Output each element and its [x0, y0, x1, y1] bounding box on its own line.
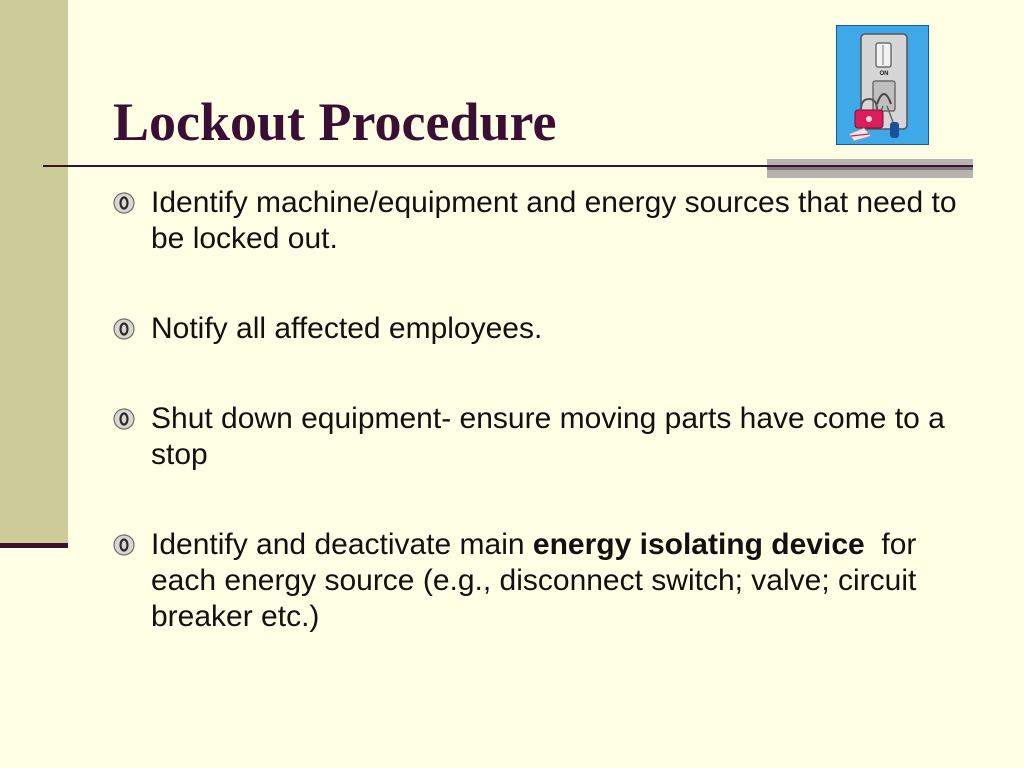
- title-underline: [43, 165, 973, 167]
- lockout-switch-image: [836, 25, 929, 145]
- bullet-text-end: for each energy source (e.g., disconnect switch; valve; circuit breaker etc.): [151, 528, 925, 633]
- bullet-text: Shut down equipment- ensure moving parts have come to a stop: [151, 402, 945, 471]
- lockout-switch-icon: [837, 26, 928, 144]
- left-decorative-rule: [0, 543, 68, 548]
- slide-title: Lockout Procedure: [113, 92, 557, 152]
- circle-ring-bullet-icon: [113, 408, 135, 430]
- bullet-text: Identify machine/equipment and energy sources that need to be locked out.: [151, 186, 957, 255]
- bullet-item: [113, 527, 963, 635]
- bullet-text-bold: energy isolating device: [532, 528, 865, 561]
- circle-ring-bullet-icon: [113, 192, 135, 214]
- bullet-item: [113, 311, 963, 347]
- left-decorative-bar: [0, 0, 68, 548]
- switch-label: ON: [879, 71, 889, 77]
- bullet-text-start: Identify and deactivate main: [151, 528, 533, 561]
- bullet-list: [113, 185, 963, 635]
- bullet-text: Notify all affected employees.: [151, 312, 543, 345]
- bullet-text: [151, 528, 925, 633]
- circle-ring-bullet-icon: [113, 318, 135, 340]
- circle-ring-bullet-icon: [113, 534, 135, 556]
- bullet-item: [113, 185, 963, 257]
- bullet-item: [113, 401, 963, 473]
